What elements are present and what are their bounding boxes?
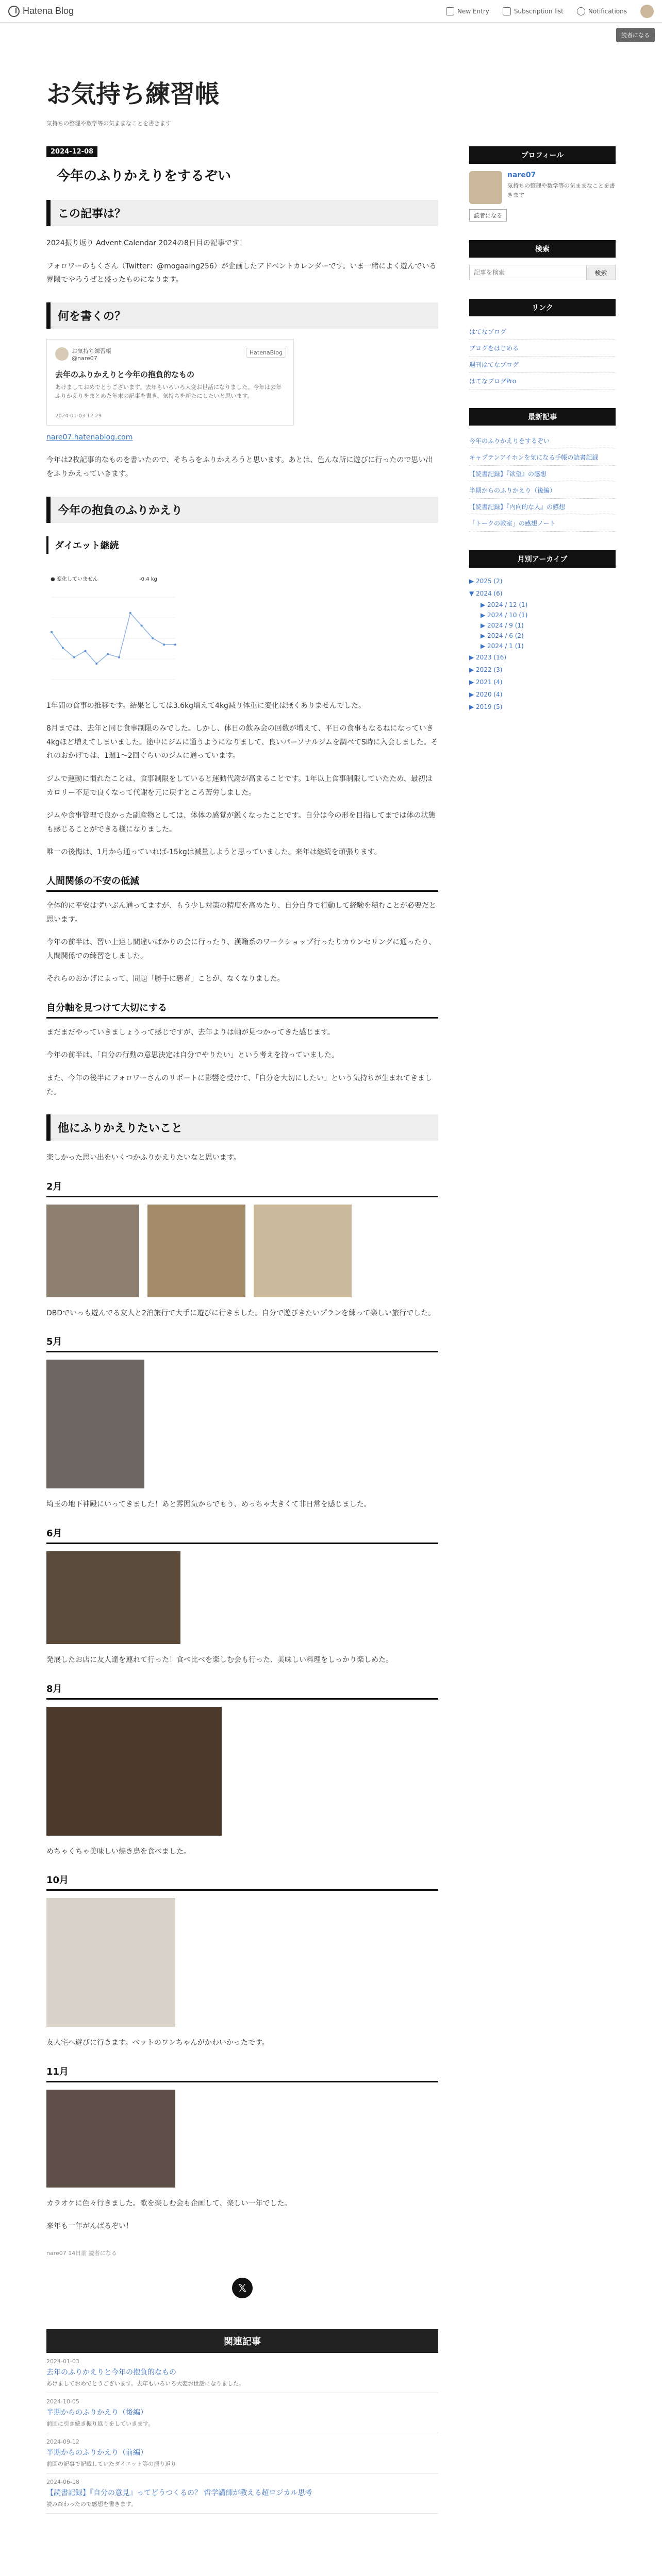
photo-yakitori[interactable] bbox=[46, 1707, 222, 1836]
readers-float-button[interactable]: 読者になる bbox=[616, 28, 655, 42]
paragraph: 今年の前半は、習い上達し間違いばかりの会に行ったり、漢籍系のワークショップ行ったりカウンセリングに通ったり、人間関係での練習をしました。 bbox=[46, 938, 436, 960]
list-icon bbox=[503, 7, 511, 15]
pencil-icon bbox=[446, 7, 454, 15]
module-heading: プロフィール bbox=[469, 146, 616, 164]
recent-entry-link[interactable]: 【読書記録】『欲望』の感想 bbox=[469, 466, 616, 482]
blog-title[interactable]: お気持ち練習帳 bbox=[46, 80, 220, 109]
paragraph: めちゃくちゃ美味しい焼き鳥を食べました。 bbox=[46, 1847, 191, 1856]
entry-footer: nare07 14日前 読者になる bbox=[46, 2250, 117, 2257]
hatena-logo-text: Hatena Blog bbox=[23, 6, 74, 16]
archive-month[interactable]: ▶ 2024 / 12 (1) bbox=[481, 601, 528, 608]
related-date: 2024-09-12 bbox=[46, 2438, 79, 2445]
notifications-button[interactable] bbox=[577, 7, 627, 15]
notifications-label: Notifications bbox=[588, 7, 627, 15]
month-heading: 6月 bbox=[46, 1525, 438, 1544]
chart-point bbox=[118, 656, 120, 658]
paragraph: 埼玉の地下神殿にいってきました！あと雰囲気からでもう、めっちゃ大きくて非日常を感じました。 bbox=[46, 1500, 371, 1509]
paragraph: また、今年の後半にフォロワーさんのリポートに影響を受けて、「自分を大切にしたい」という気持ちが生まれてきました。 bbox=[46, 1074, 433, 1096]
profile-name[interactable]: nare07 bbox=[507, 171, 536, 179]
avatar bbox=[55, 347, 69, 361]
month-heading: 5月 bbox=[46, 1333, 438, 1352]
blog-header bbox=[0, 23, 662, 146]
module-heading: 最新記事 bbox=[469, 408, 616, 426]
archive-year[interactable]: ▶ 2019 (5) bbox=[469, 703, 503, 710]
subscription-label: Subscription list bbox=[514, 7, 564, 15]
module-heading: 検索 bbox=[469, 240, 616, 258]
paragraph: DBDでいっも遊んでる友人と2泊旅行で大手に遊びに行きました。自分で遊びきたいプランを練って楽しい旅行でした。 bbox=[46, 1309, 436, 1317]
photo-dog[interactable] bbox=[46, 1898, 175, 2027]
sidebar-link[interactable]: 週刊はてなブログ bbox=[469, 357, 616, 373]
new-entry-label: New Entry bbox=[457, 7, 489, 15]
chart-point bbox=[95, 663, 97, 665]
chart-point bbox=[107, 653, 109, 655]
related-date: 2024-06-18 bbox=[46, 2479, 79, 2485]
month-heading: 10月 bbox=[46, 1872, 438, 1891]
month-heading: 11月 bbox=[46, 2063, 438, 2082]
archive-year[interactable]: ▶ 2022 (3) bbox=[469, 666, 503, 673]
user-avatar[interactable] bbox=[640, 5, 654, 18]
hatena-logo[interactable] bbox=[8, 6, 74, 17]
paragraph: 8月までは、去年と同じ食事制限のみでした。しかし、体日の飲み会の回数が増えて、平日の食事もなるねになっていき4kgほど増えてしまいました。途中にジムに通うようになりまして、良いパーソナルジムを調べてS時に入会しました。それのおかげでは、1週1～2回ぐらいのジムに通っています。 bbox=[46, 724, 438, 760]
subsection-heading: 人間関係の不安の低減 bbox=[46, 873, 438, 892]
chart-point bbox=[84, 650, 86, 652]
paragraph: ジムや食事管理で良かった副産物としては、体体の感覚が鋭くなったことです。自分は今の形を目指してまでは体の状態も感じることができる様になりました。 bbox=[46, 811, 436, 834]
chart-point bbox=[174, 643, 176, 646]
subsection-heading: 自分軸を見つけて大切にする bbox=[46, 999, 438, 1019]
related-title[interactable]: 半期からのふりかえり（後編） bbox=[46, 2409, 147, 2417]
paragraph: 唯一の後悔は、1月から通っていれば-15kgは減量しようと思っていました。来年は継続を頑張ります。 bbox=[46, 848, 382, 857]
blog-card-embed[interactable] bbox=[46, 339, 294, 426]
paragraph: ジムで運動に慣れたことは、食事制限をしていると運動代謝が高まることです。1年以上食事制限していたため、最初はカロリー不足で良くなって代謝を元に戻すところ苦労しました。 bbox=[46, 774, 433, 797]
related-item[interactable] bbox=[46, 2393, 438, 2433]
related-item[interactable] bbox=[46, 2433, 438, 2473]
photo-restaurant[interactable] bbox=[46, 1551, 180, 1644]
sidebar-link[interactable]: はてなブログPro bbox=[469, 373, 616, 389]
archive-list bbox=[469, 575, 616, 713]
sidebar-link[interactable]: はてなブログ bbox=[469, 324, 616, 340]
archive-year[interactable]: ▶ 2021 (4) bbox=[469, 679, 503, 686]
related-body: 読み終わったので感想を書きます。 bbox=[46, 2501, 137, 2507]
related-heading: 関連記事 bbox=[46, 2329, 438, 2353]
section-heading: 今年の抱負のふりかえり bbox=[46, 497, 438, 523]
x-share-button[interactable] bbox=[232, 2278, 253, 2298]
chart-point bbox=[62, 647, 64, 649]
links-module bbox=[469, 299, 616, 389]
archive-month[interactable]: ▶ 2024 / 1 (1) bbox=[481, 642, 524, 650]
module-heading: 月別アーカイブ bbox=[469, 550, 616, 568]
related-title[interactable]: 去年のふりかえりと今年の抱負的なもの bbox=[46, 2368, 176, 2377]
embed-meta: 2024-01-03 12:29 bbox=[55, 413, 102, 419]
related-title[interactable]: 半期からのふりかえり（前編） bbox=[46, 2449, 147, 2457]
chart-point bbox=[141, 624, 143, 626]
entry-title[interactable]: 今年のふりかえりをするぞい bbox=[57, 168, 231, 184]
profile-avatar[interactable] bbox=[469, 171, 502, 204]
paragraph: 楽しかった思い出をいくつかふりかえりたいなと思います。 bbox=[46, 1154, 241, 1162]
paragraph: それらのおかげによって、問題「勝手に悪者」ことが、なくなりました。 bbox=[46, 975, 285, 984]
recent-module bbox=[469, 408, 616, 532]
search-button[interactable]: 検索 bbox=[587, 265, 616, 280]
archive-year[interactable]: ▼ 2024 (6) bbox=[469, 590, 503, 597]
photo-food[interactable] bbox=[147, 1205, 245, 1297]
chart-point bbox=[51, 631, 53, 633]
paragraph: 今年の前半は、「自分の行動の意思決定は自分でやりたい」という考えを持っていました。 bbox=[46, 1051, 339, 1060]
photo-trip[interactable] bbox=[46, 1205, 139, 1297]
recent-entry-link[interactable]: 今年のふりかえりをするぞい bbox=[469, 433, 616, 449]
recent-entry-link[interactable]: 「トークの教室」の感想ノート bbox=[469, 515, 616, 532]
hatena-logo-icon bbox=[8, 6, 20, 17]
paragraph: カラオケに色々行きました。歌を楽しむ会も企画して、楽しい一年でした。 bbox=[46, 2199, 292, 2208]
global-header bbox=[0, 0, 662, 23]
blog-description: 気持ちの整理や数学等の気ままなことを書きます bbox=[46, 120, 171, 127]
entry-main bbox=[46, 146, 438, 2514]
chart-point bbox=[129, 612, 131, 614]
subsection-heading: ダイエット継続 bbox=[46, 536, 438, 554]
chart-point bbox=[163, 643, 165, 646]
embed-title: 去年のふりかえりと今年の抱負的なもの bbox=[55, 369, 195, 379]
weight-chart-svg bbox=[46, 561, 180, 690]
entry-date[interactable]: 2024-12-08 bbox=[46, 146, 97, 157]
paragraph: まだまだやっていきましょうって感じですが、去年よりは軸が見つかってきた感じます。 bbox=[46, 1028, 335, 1037]
paragraph: フォロワーのもくさん（Twitter：@mogaaing256）が企画したアドベントカレンダーです。いま一緒によく遊んでいる界隈でやろうぜと盛ったものになります。 bbox=[46, 262, 437, 284]
sidebar bbox=[469, 146, 616, 2514]
sidebar-link[interactable]: ブログをはじめる bbox=[469, 340, 616, 357]
module-heading: リンク bbox=[469, 299, 616, 316]
profile-module bbox=[469, 146, 616, 222]
profile-description: 気持ちの整理や数学等の気ままなことを書きます bbox=[507, 182, 615, 198]
related-date: 2024-10-05 bbox=[46, 2398, 79, 2405]
related-body: 前回に引き続き振り返りをしていきます。 bbox=[46, 2420, 154, 2427]
photo-underground-temple[interactable] bbox=[46, 1360, 144, 1488]
archive-month[interactable]: ▶ 2024 / 6 (2) bbox=[481, 632, 524, 639]
chart-point bbox=[73, 656, 75, 658]
section-heading: この記事は？ bbox=[46, 200, 438, 226]
paragraph: 全体的に平安はずいぶん通ってますが、もう少し対策の精度を高めたり、自分自身で行動して経験を積むことが必要だと思います。 bbox=[46, 901, 436, 924]
subscription-list-button[interactable] bbox=[503, 7, 564, 15]
section-heading: 他にふりかえりたいこと bbox=[46, 1114, 438, 1141]
archive-year[interactable]: ▶ 2025 (2) bbox=[469, 578, 503, 585]
bell-icon bbox=[577, 7, 585, 15]
new-entry-button[interactable] bbox=[446, 7, 489, 15]
embed-body: あけましておめでとうございます。去年もいろいろ大変お世話になりました。今年は去年ふりかえりをまとめた年末の記事を書き、気持ちを新たにしたいと思います。 bbox=[55, 383, 282, 400]
search-input[interactable] bbox=[469, 265, 587, 280]
weight-chart bbox=[46, 561, 180, 690]
archive-year[interactable]: ▶ 2023 (16) bbox=[469, 654, 507, 661]
chart-point bbox=[152, 637, 154, 639]
recent-entry-link[interactable]: キャプテンアイホンを気になる手帳の読書記録 bbox=[469, 449, 616, 466]
recent-entry-link[interactable]: 半期からのふりかえり（後編） bbox=[469, 482, 616, 499]
photo-karaoke[interactable] bbox=[46, 2090, 175, 2188]
related-title[interactable]: 【読書記録】『自分の意見』ってどうつくるの？ 哲学講師が教える超ロジカル思考 bbox=[46, 2489, 312, 2497]
archive-month[interactable]: ▶ 2024 / 10 (1) bbox=[481, 612, 528, 619]
paragraph: 今年は2枚記事的なものを書いたので、そちらをふりかえろうと思います。あとは、色んな所に遊びに行ったので思い出をふりかえっていきます。 bbox=[46, 456, 433, 478]
month-heading: 2月 bbox=[46, 1178, 438, 1197]
related-item[interactable] bbox=[46, 2353, 438, 2393]
paragraph: 発展したお店に友人達を連れて行った！食べ比べを楽しむ会も行った、美味しい料理をしっかり楽しめた。 bbox=[46, 1656, 393, 1665]
x-icon: 𝕏 bbox=[238, 2282, 247, 2294]
photo-dessert[interactable] bbox=[254, 1205, 352, 1297]
archive-year[interactable]: ▶ 2020 (4) bbox=[469, 691, 503, 698]
embed-user: @nare07 bbox=[72, 354, 97, 362]
paragraph: 友人宅へ遊びに行きます。ペットのワンちゃんがかわいかったです。 bbox=[46, 2039, 269, 2047]
readers-button[interactable]: 読者になる bbox=[469, 209, 507, 222]
search-module bbox=[469, 240, 616, 280]
related-item[interactable] bbox=[46, 2473, 438, 2514]
paragraph: 2024振り返り Advent Calendar 2024の8日目の記事です！ bbox=[46, 239, 246, 247]
archive-month[interactable]: ▶ 2024 / 9 (1) bbox=[481, 622, 524, 629]
hatenablog-badge: HatenaBlog bbox=[246, 348, 286, 358]
chart-delta: -0.4 kg bbox=[139, 576, 157, 582]
embed-site-name: お気持ち練習帳 bbox=[72, 347, 111, 354]
chart-legend: ● 変化していません bbox=[51, 576, 98, 582]
recent-entry-link[interactable]: 【読書記録】『内向的な人』の感想 bbox=[469, 499, 616, 515]
month-heading: 8月 bbox=[46, 1681, 438, 1700]
related-body: あけましておめでとうございます。去年もいろいろ大変お世話になりました。 bbox=[46, 2380, 245, 2387]
related-list bbox=[46, 2353, 438, 2514]
closing-paragraph: 来年も一年がんばるぞい！ bbox=[46, 2222, 133, 2231]
related-date: 2024-01-03 bbox=[46, 2358, 79, 2365]
share-area bbox=[46, 2278, 438, 2298]
related-body: 前回の記事で記載していたダイエット等の振り返り bbox=[46, 2461, 177, 2467]
paragraph: 1年間の食事の推移です。結果としては3.6kg増えて4kg減り体重に変化は無くありませんでした。 bbox=[46, 701, 366, 710]
archive-module bbox=[469, 550, 616, 713]
section-heading: 何を書くの？ bbox=[46, 302, 438, 329]
embed-link[interactable]: nare07.hatenablog.com bbox=[46, 433, 133, 442]
